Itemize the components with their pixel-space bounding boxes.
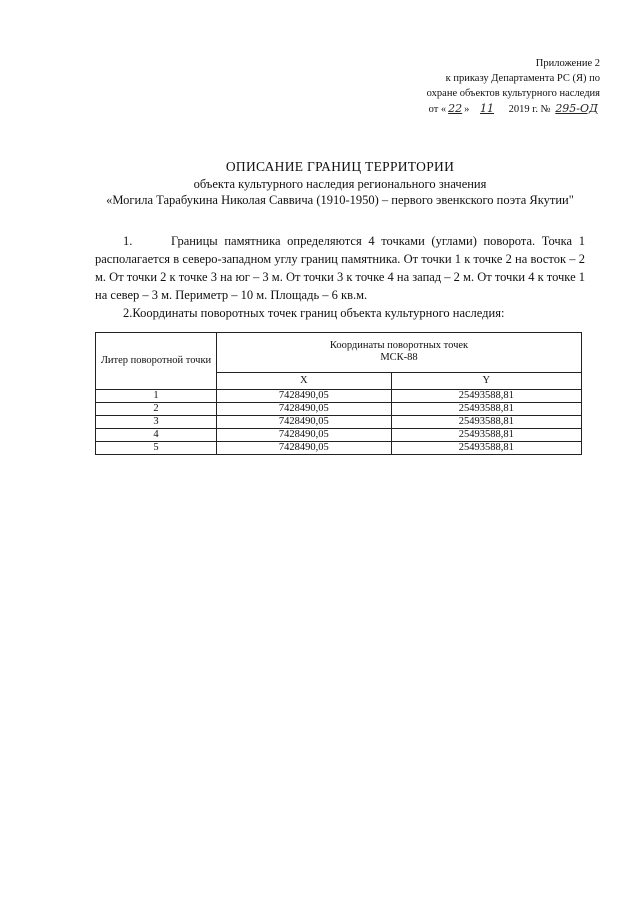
date-year: 2019 г. № [508,104,551,115]
table-row [96,416,582,429]
coordinates-table [95,332,582,455]
cell-y: 25493588,81 [391,390,581,403]
cell-y: 25493588,81 [391,416,581,429]
table-row [96,403,582,416]
date-mid: » [464,104,470,115]
cell-y: 25493588,81 [391,429,581,442]
cell-x: 7428490,05 [217,429,392,442]
header-liter [96,333,217,390]
appendix-date-line [370,101,600,117]
title-main: ОПИСАНИЕ ГРАНИЦ ТЕРРИТОРИИ [225,159,455,174]
paragraph-1-number: 1. [123,234,133,248]
header-liter-text: Литер поворотной точки [100,355,212,366]
paragraph-1 [95,232,585,304]
header-x: X [217,372,392,389]
title-object-name: «Могила Тарабукина Николая Саввича (1910-1950) – первого эвенкского поэта Якутии" [106,193,574,207]
cell-y: 25493588,81 [391,442,581,455]
cell-x: 7428490,05 [217,442,392,455]
header-coordinates-system: МСК-88 [380,352,418,364]
appendix-order-ref: к приказу Департамента РС (Я) по [445,73,600,84]
appendix-department: охране объектов культурного наследия [426,88,600,99]
cell-x: 7428490,05 [217,416,392,429]
cell-y: 25493588,81 [391,403,581,416]
cell-point: 3 [96,416,217,429]
table-row [96,429,582,442]
cell-point: 1 [96,390,217,403]
document-body [95,232,585,322]
document-title [95,158,585,208]
paragraph-1-text: Границы памятника определяются 4 точками (углами) поворота. Точка 1 располагается в северо-западном углу границ памятника. От точки 1 к точке 2 на восток – 2 м. От точки 2 к точке 3 на юг – 3 м. От точки 3 к точке 4 на запад – 2 м. От точки 4 к точке 1 на север – 3 м. Периметр – 10 м. Площадь – 6 кв.м. [95,234,585,302]
cell-point: 4 [96,429,217,442]
table-row [96,442,582,455]
paragraph-2-text: Координаты поворотных точек границ объекта культурного наследия: [132,306,505,320]
paragraph-2-number: 2. [123,306,133,320]
header-coordinates [217,333,582,373]
appendix-header [370,56,600,117]
cell-x: 7428490,05 [217,390,392,403]
appendix-number: Приложение 2 [535,58,600,69]
cell-point: 5 [96,442,217,455]
table-row [96,390,582,403]
doc-number-handwritten: 295-ОД [555,102,598,115]
title-object-type: объекта культурного наследия регионального значения [193,177,487,191]
header-coordinates-title: Координаты поворотных точек [329,340,469,352]
header-y: Y [391,372,581,389]
date-month-handwritten: 11 [480,102,495,115]
date-prefix: от « [428,104,447,115]
cell-x: 7428490,05 [217,403,392,416]
cell-point: 2 [96,403,217,416]
date-day-handwritten: 22 [448,102,463,115]
paragraph-2 [95,304,585,322]
